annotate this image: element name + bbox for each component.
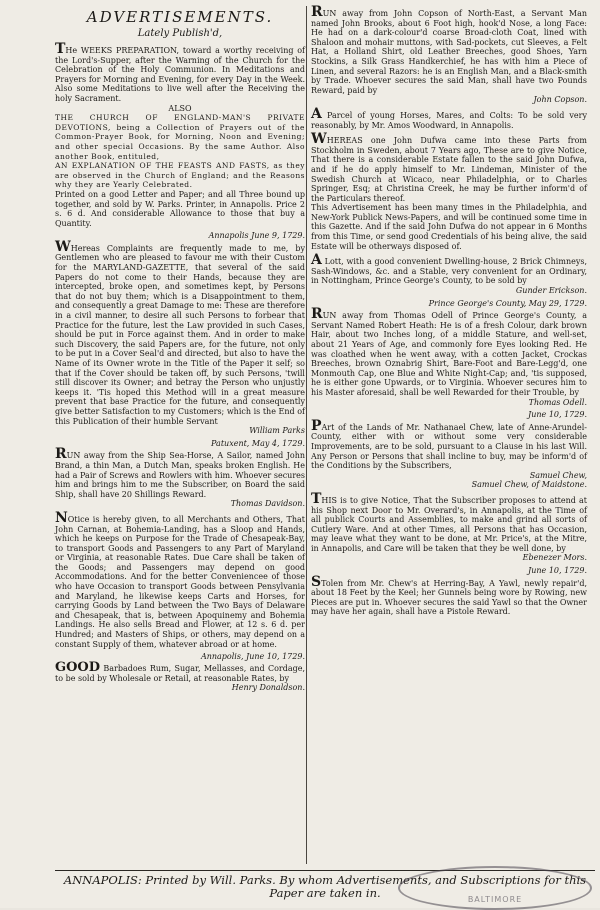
ad-date: June 10, 1729. <box>528 410 587 420</box>
advertisements-heading: ADVERTISEMENTS. <box>86 8 274 26</box>
ad-date: Patuxent, May 4, 1729. <box>211 438 305 448</box>
ad-text: Lott, with a good convenient Dwelling-house, 2 Brick Chimneys, Sash-Windows, &c. and a Stable, very convenient for an Ordinary, in Nottingham, Prince George's County, to be sold by <box>311 257 587 286</box>
ad-signature: Thomas Odell. <box>528 397 587 407</box>
drop-letter: A <box>311 105 322 122</box>
ad-date: Annapolis June 9, 1729. <box>208 231 305 241</box>
ad-run-away-copson <box>311 6 587 105</box>
drop-letter: A <box>311 252 322 269</box>
column-rule <box>306 6 307 864</box>
right-column <box>311 6 587 620</box>
drop-letter: P <box>311 417 322 434</box>
ad-text: Hereas Complaints are frequently made to me, by Gentlemen who are pleased to favour me with their Custom for the MARYLAND-GAZETTE, that several of the said Papers do not come to their Hands, because they are intercepted, broke open, and sometimes kept, by Persons that do not buy them; which is a Disappointment to them, and consequently a great Damage to me: These are therefore in a civil manner, to desire all such Persons to forbear that Practice for the future, lest the Law provided in such Cases, should be put in Force against them. And in order to make such Discovery, the said Papers are, for the future, not only to be put in a Cover Seal'd and directed, but also to have the Name of its Owner wrote in the Title of the Paper it self; so that if the Cover should be taken off, by such Persons, 'twill still discover its Owner; and betray the Person who unjustly keeps it. 'Tis hoped this Method will in a great measure prevent that base Practice for the future, and consequently give better Satisfaction to my Customers; which is the End of this Publication of their humble Servant <box>55 243 305 426</box>
ad-weeks-preparation <box>55 43 305 228</box>
ad-text: Art of the Lands of Mr. Nathanael Chew, late of Anne-Arundel-County, either with or without some very considerable Improvements, are to be sold, pursuant to a Clause in his last Will. Any Person or Persons that shall incline to buy, may be inform'd of the Conditions by the Subscribers, <box>311 422 587 471</box>
ad-text: HEREAS one John Dufwa came into these Parts from Stockholm in Sweden, about 7 Years ago, These are to give Notice, That there is a considerable Estate fallen to the said John Dufwa, and if he do apply himself to Mr. Lindeman, Minister of the Swedish Church at Wicaco, near Philadelphia, or to Charles Springer, Esq; at Christina Creek, he may be further inform'd of the Particulars thereof. <box>311 136 587 203</box>
lately-published-subheading: Lately Publish'd, <box>137 28 223 39</box>
ad-text: This Advertisement has been many times in the Philadelphia, and New-York Publick News-Papers, and will be continued some time in this Gazette. And if the said John Dufwa do not appear in 6 Months from this Time, or send good Credentials of his being alive, the said Estate will be otherways disposed of. <box>311 203 587 251</box>
ad-text: Parcel of young Horses, Mares, and Colts: To be sold very reasonably, by Mr. Amos Woodward, in Annapolis. <box>311 110 587 130</box>
left-column <box>55 6 305 696</box>
ad-run-away-odell <box>311 299 587 408</box>
ad-date: Prince George's County, May 29, 1729. <box>428 298 587 308</box>
drop-letter: R <box>311 4 323 20</box>
drop-letter: W <box>311 131 327 148</box>
ad-text: Tolen from Mr. Chew's at Herring-Bay, A Yawl, newly repair'd, about 18 Feet by the Keel; her Gunnels being wore by Rowing, new Pieces are put in. Whoever secures the said Yawl so that the Owner may have her again, shall have a Pistole Reward. <box>311 578 587 617</box>
drop-letter: R <box>55 446 67 463</box>
ad-text: Otice is hereby given, to all Merchants and Others, That John Carnan, at Bohemia-Landing, has a Sloop and Hands, which he keeps on Purpose for the Trade of Chesapeak-Bay, to transport Goods and Passengers to any Part of Maryland or Virginia, at reasonable Rates. Due Care shall be taken of the Goods; and Passengers may depend on good Accommodations. And for the better Conveniencee of those who have Occasion to transport Goods between Pensylvania and Maryland, he likewise keeps Carts and Horses, for carrying Goods by Land between the Two Bays of Delaware and Chesapeak, that is, between Apoquinemy and Bohemia Landings. He also sells Bread and Flower, at 12 s. 6 d. per Hundred; and Masters of Ships, or others, may depend on a constant Supply of them, whatever abroad or at home. <box>55 514 305 649</box>
drop-letter: T <box>55 41 66 57</box>
drop-letter: R <box>311 306 323 323</box>
ad-signature: Samuel Chew, <box>529 470 587 480</box>
ad-signature: William Parks <box>249 426 305 436</box>
drop-letter: N <box>55 509 68 526</box>
stamp-text: BALTIMORE <box>467 895 523 904</box>
ad-gazette-complaints <box>55 231 305 435</box>
ad-text: HIS is to give Notice, That the Subscriber proposes to attend at his Shop next Door to Mr. Overard's, in Annapolis, at the Time of all publick Courts and Assemblies, to make and grind all sorts of Cutlery Ware. And at other Times, all Persons that has Occasion, may leave what they want to be done, at Mr. Price's, at the Mitre, in Annapolis, and Care will be taken that they be well done, by <box>311 495 587 553</box>
ad-also: ALSO <box>168 103 192 113</box>
ad-signature: Henry Donaldson. <box>231 683 305 693</box>
ad-date: Annapolis, June 10, 1729. <box>200 652 305 662</box>
drop-letter: T <box>311 490 322 507</box>
drop-word: GOOD <box>55 659 101 675</box>
ad-stolen-yawl <box>311 566 587 617</box>
ad-signature: Gunder Erickson. <box>515 286 587 296</box>
printer-imprint: ANNAPOLIS: Printed by Will. Parks. By whom Advertisements, and Subscriptions for this Paper are taken in. <box>55 870 595 900</box>
ad-date: June 10, 1729. <box>528 566 587 576</box>
ad-text: He WEEKS PREPARATION, toward a worthy receiving of the Lord's-Supper, after the Warning of the Church for the Celebration of the Holy Communion. In Meditations and Prayers for Morning and Evening, for every Day in the Week. Also some Meditations to live well after the Receiving the holy Sacrament. <box>55 46 305 103</box>
ad-signature: Samuel Chew, of Maidstone. <box>471 480 587 490</box>
ad-text: THE CHURCH OF ENGLAND-MAN'S PRIVATE DEVOTIONS, being a Collection of Prayers out of the Common-Prayer Book, for Morning, Noon and Evening; and other special Occasions. By the same Author. Also another Book, entituled, <box>55 113 305 161</box>
ad-signature: John Copson. <box>533 95 587 105</box>
ad-text: AN EXPLANATION OF THE FEASTS AND FASTS, as they are observed in the Church of England; and the Reasons why they are Yearly Celebrated. <box>55 161 305 190</box>
ad-text: UN away from Thomas Odell of Prince George's County, a Servant Named Robert Heath: He is of a fresh Colour, dark brown Hair, about two Inches long, of a middle Stature, and well-set, about 21 Years of Age, and commonly fore Eyes looking Red. He was cloathed when he went away, with a cotten Jacket, Crockas Breeches, brown Oznabrig Shirt, Bare-Foot and Bare-Legg'd, one Monmouth Cap, one Blue and White Night-Cap; and, 'tis supposed, he is either gone Upwards, or to Virginia. Whoever secures him to his Master aforesaid, shall be well Rewarded for their Trouble, by <box>311 311 587 397</box>
ad-barbadoes-rum <box>55 652 305 693</box>
drop-letter: W <box>55 238 71 255</box>
ad-text: Barbadoes Rum, Sugar, Mellasses, and Cordage, to be sold by Wholesale or Retail, at reasonable Rates, by <box>55 663 305 683</box>
ad-text: UN away from the Ship Sea-Horse, A Sailor, named John Brand, a thin Man, a Dutch Man, speaks broken English. He had a Pair of Screws and Rowlers with him. Whoever secures him and brings him to me the Subscriber, on Board the said Ship, shall have 20 Shillings Reward. <box>55 451 305 499</box>
ad-dwelling-house <box>311 254 587 295</box>
library-stamp <box>398 866 592 910</box>
ad-text: UN away from John Copson of North-East, a Servant Man named John Brooks, about 6 Foot high, hook'd Nose, a long Face: He had on a dark-colour'd coarse Broad-cloth Coat, lined with Shaloon and mohair muttons, with Sad-pockets, cut Sleeves, a Felt Hat, a Holland Shirt, old Leather Breeches, good Shoes, Yarn Stockins, a Silk Grass Handkerchief, he has with him a Piece of Linen, and several Razors: he is an English Man, and a Black-smith by Trade. Whoever secures the said Man, shall have two Pounds Reward, paid by <box>311 9 587 95</box>
ad-merchants-notice <box>55 509 305 649</box>
ad-ship-sea-horse <box>55 439 305 509</box>
ad-signature: Thomas Davidson. <box>230 499 305 509</box>
ad-lands-chew <box>311 410 587 490</box>
ad-john-dufwa <box>311 133 587 251</box>
ad-signature: Ebenezer Mors. <box>522 553 587 563</box>
drop-letter: S <box>311 573 322 590</box>
ad-cutlery <box>311 490 587 563</box>
ad-horses-mares <box>311 105 587 130</box>
ad-text: Printed on a good Letter and Paper; and all Three bound up together, and sold by W. Parks. Printer, in Annapolis. Price 2 s. 6 d. And considerable Allowance to those that buy a Quantity. <box>55 189 305 228</box>
